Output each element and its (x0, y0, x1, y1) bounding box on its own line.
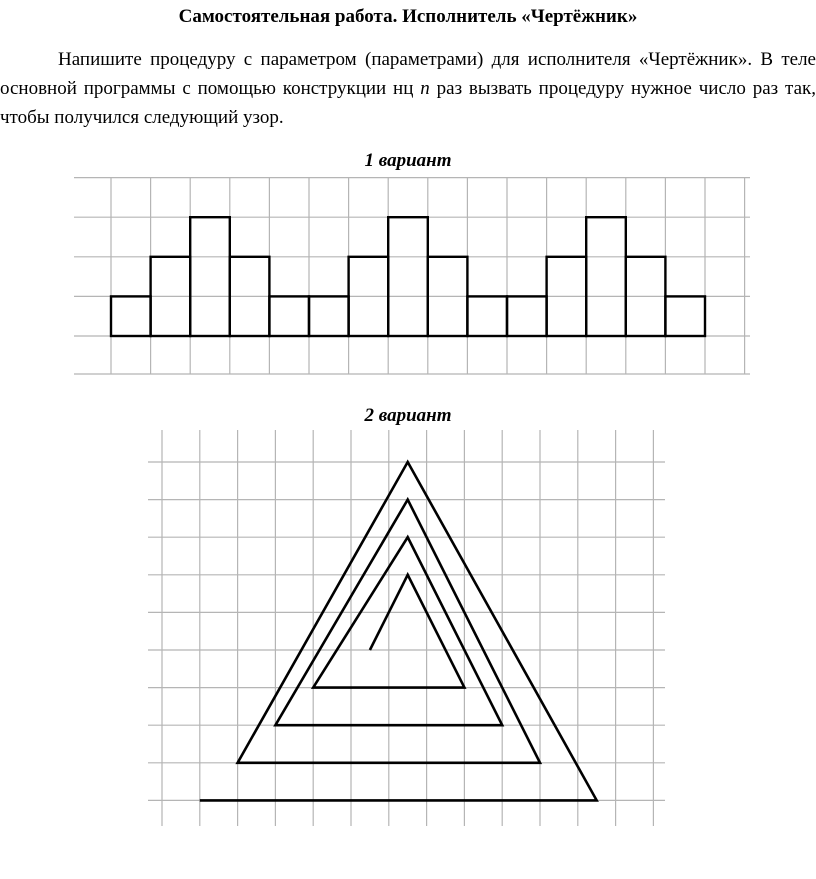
page-title: Самостоятельная работа. Исполнитель «Чертёжник» (178, 6, 638, 27)
task-text-part1: Напишите процедуру с параметром (параметрами) для исполнителя «Чертёжник». В теле основной программы с помощью конструкции нц (0, 49, 816, 99)
triangle-spiral-path (200, 462, 597, 800)
variant1-label: 1 вариант (364, 150, 452, 171)
task-variable-n: n (420, 78, 430, 99)
task-text-part2: раз вызвать процедуру нужное число раз так, чтобы получился следующий узор. (0, 78, 816, 128)
variant2-label: 2 вариант (364, 405, 452, 426)
